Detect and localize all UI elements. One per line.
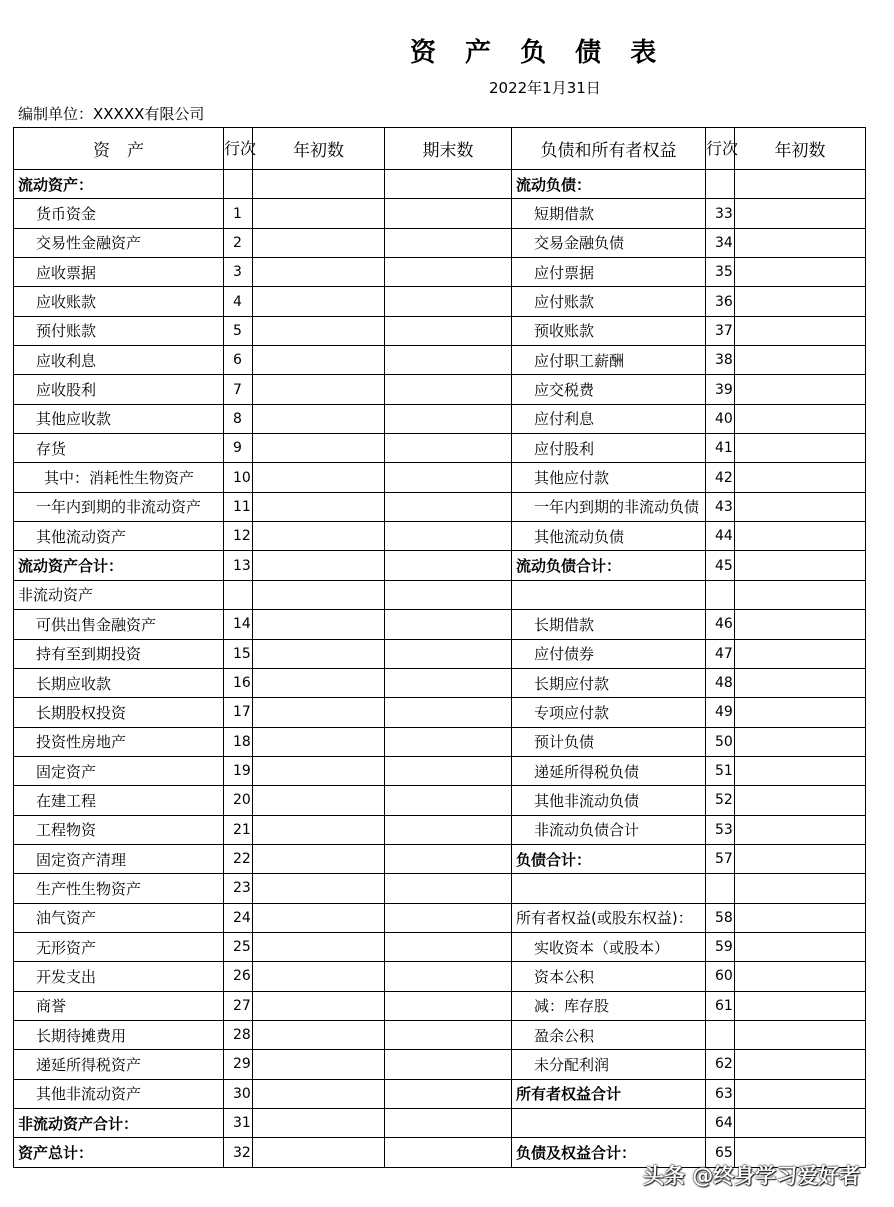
asset-name: 长期应收款 bbox=[14, 668, 224, 697]
liability-name: 所有者权益合计 bbox=[512, 1079, 706, 1108]
liability-begin-value[interactable] bbox=[735, 668, 866, 697]
asset-name: 在建工程 bbox=[14, 786, 224, 815]
liability-name: 负债及权益合计： bbox=[512, 1138, 706, 1167]
liability-line: 47 bbox=[706, 639, 735, 668]
asset-end-value[interactable] bbox=[385, 316, 512, 345]
asset-end-value[interactable] bbox=[385, 991, 512, 1020]
asset-name: 流动资产： bbox=[14, 170, 224, 199]
asset-name: 无形资产 bbox=[14, 932, 224, 961]
asset-begin-value[interactable] bbox=[253, 756, 385, 785]
asset-end-value[interactable] bbox=[385, 903, 512, 932]
liability-line: 62 bbox=[706, 1050, 735, 1079]
asset-begin-value[interactable] bbox=[253, 287, 385, 316]
asset-line: 15 bbox=[224, 639, 253, 668]
asset-line: 14 bbox=[224, 610, 253, 639]
asset-name: 长期股权投资 bbox=[14, 698, 224, 727]
table-row bbox=[14, 1050, 866, 1079]
table-row bbox=[14, 199, 866, 228]
asset-name: 持有至到期投资 bbox=[14, 639, 224, 668]
liability-line: 45 bbox=[706, 551, 735, 580]
asset-name: 非流动资产合计： bbox=[14, 1109, 224, 1138]
liability-begin-value[interactable] bbox=[735, 580, 866, 609]
liability-line: 46 bbox=[706, 610, 735, 639]
asset-end-value[interactable] bbox=[385, 727, 512, 756]
liability-name: 流动负债： bbox=[512, 170, 706, 199]
liability-line bbox=[706, 1020, 735, 1049]
liability-name: 资本公积 bbox=[512, 962, 706, 991]
asset-begin-value[interactable] bbox=[253, 815, 385, 844]
table-row bbox=[14, 551, 866, 580]
table-row bbox=[14, 434, 866, 463]
asset-line: 19 bbox=[224, 756, 253, 785]
balance-sheet-table bbox=[13, 127, 866, 1168]
asset-begin-value[interactable] bbox=[253, 1109, 385, 1138]
asset-name: 应收票据 bbox=[14, 258, 224, 287]
table-row bbox=[14, 815, 866, 844]
liability-name: 交易金融负债 bbox=[512, 228, 706, 257]
table-row bbox=[14, 404, 866, 433]
liability-begin-value[interactable] bbox=[735, 962, 866, 991]
liability-begin-value[interactable] bbox=[735, 874, 866, 903]
liability-begin-value[interactable] bbox=[735, 610, 866, 639]
asset-line bbox=[224, 170, 253, 199]
asset-end-value[interactable] bbox=[385, 932, 512, 961]
liability-name: 减：库存股 bbox=[512, 991, 706, 1020]
asset-line: 26 bbox=[224, 962, 253, 991]
liability-begin-value[interactable] bbox=[735, 991, 866, 1020]
table-row bbox=[14, 287, 866, 316]
liability-name: 预收账款 bbox=[512, 316, 706, 345]
liability-line: 61 bbox=[706, 991, 735, 1020]
liability-begin-value[interactable] bbox=[735, 346, 866, 375]
table-row bbox=[14, 346, 866, 375]
asset-name: 递延所得税资产 bbox=[14, 1050, 224, 1079]
table-row bbox=[14, 727, 866, 756]
asset-begin-value[interactable] bbox=[253, 316, 385, 345]
table-row bbox=[14, 962, 866, 991]
table-row bbox=[14, 903, 866, 932]
table-row bbox=[14, 1079, 866, 1108]
liability-name: 应付债券 bbox=[512, 639, 706, 668]
asset-begin-value[interactable] bbox=[253, 932, 385, 961]
header-row bbox=[14, 128, 866, 170]
liability-begin-value[interactable] bbox=[735, 1109, 866, 1138]
asset-name: 商誉 bbox=[14, 991, 224, 1020]
asset-name: 投资性房地产 bbox=[14, 727, 224, 756]
liability-name: 应付股利 bbox=[512, 434, 706, 463]
asset-line: 29 bbox=[224, 1050, 253, 1079]
liability-line: 42 bbox=[706, 463, 735, 492]
liability-line: 37 bbox=[706, 316, 735, 345]
asset-line: 3 bbox=[224, 258, 253, 287]
asset-begin-value[interactable] bbox=[253, 668, 385, 697]
liability-name: 所有者权益(或股东权益)： bbox=[512, 903, 706, 932]
asset-line: 4 bbox=[224, 287, 253, 316]
liability-begin-value[interactable] bbox=[735, 844, 866, 873]
asset-line: 32 bbox=[224, 1138, 253, 1167]
asset-name: 油气资产 bbox=[14, 903, 224, 932]
asset-end-value[interactable] bbox=[385, 199, 512, 228]
asset-begin-value[interactable] bbox=[253, 962, 385, 991]
table-row bbox=[14, 316, 866, 345]
asset-end-value[interactable] bbox=[385, 522, 512, 551]
asset-begin-value[interactable] bbox=[253, 404, 385, 433]
asset-name: 非流动资产 bbox=[14, 580, 224, 609]
asset-line bbox=[224, 580, 253, 609]
liability-name: 预计负债 bbox=[512, 727, 706, 756]
asset-begin-value[interactable] bbox=[253, 199, 385, 228]
liability-line: 36 bbox=[706, 287, 735, 316]
table-row bbox=[14, 874, 866, 903]
liability-line: 58 bbox=[706, 903, 735, 932]
asset-end-value[interactable] bbox=[385, 786, 512, 815]
liability-name: 应付职工薪酬 bbox=[512, 346, 706, 375]
liability-name: 递延所得税负债 bbox=[512, 756, 706, 785]
liability-begin-value[interactable] bbox=[735, 375, 866, 404]
header-line: 行次 bbox=[224, 128, 253, 170]
table-row bbox=[14, 698, 866, 727]
liability-line bbox=[706, 874, 735, 903]
watermark: 头条 @终身学习爱好者 bbox=[643, 1164, 861, 1188]
liability-line: 34 bbox=[706, 228, 735, 257]
table-row bbox=[14, 786, 866, 815]
liability-name: 非流动负债合计 bbox=[512, 815, 706, 844]
asset-begin-value[interactable] bbox=[253, 522, 385, 551]
asset-name: 预付账款 bbox=[14, 316, 224, 345]
asset-line: 27 bbox=[224, 991, 253, 1020]
asset-end-value[interactable] bbox=[385, 844, 512, 873]
header-liabilities: 负债和所有者权益 bbox=[512, 128, 706, 170]
asset-begin-value[interactable] bbox=[253, 698, 385, 727]
liability-begin-value[interactable] bbox=[735, 639, 866, 668]
table-row bbox=[14, 580, 866, 609]
asset-end-value[interactable] bbox=[385, 580, 512, 609]
header-begin-2: 年初数 bbox=[735, 128, 866, 170]
liability-line: 65 bbox=[706, 1138, 735, 1167]
asset-begin-value[interactable] bbox=[253, 903, 385, 932]
liability-name: 长期应付款 bbox=[512, 668, 706, 697]
table-row bbox=[14, 932, 866, 961]
asset-name: 应收账款 bbox=[14, 287, 224, 316]
asset-name: 工程物资 bbox=[14, 815, 224, 844]
asset-line: 5 bbox=[224, 316, 253, 345]
liability-begin-value[interactable] bbox=[735, 522, 866, 551]
asset-name: 长期待摊费用 bbox=[14, 1020, 224, 1049]
asset-end-value[interactable] bbox=[385, 962, 512, 991]
asset-begin-value[interactable] bbox=[253, 375, 385, 404]
asset-name: 固定资产 bbox=[14, 756, 224, 785]
asset-line: 22 bbox=[224, 844, 253, 873]
asset-line: 25 bbox=[224, 932, 253, 961]
asset-end-value[interactable] bbox=[385, 375, 512, 404]
asset-name: 开发支出 bbox=[14, 962, 224, 991]
asset-begin-value[interactable] bbox=[253, 610, 385, 639]
liability-begin-value[interactable] bbox=[735, 1020, 866, 1049]
asset-name: 应收利息 bbox=[14, 346, 224, 375]
asset-end-value[interactable] bbox=[385, 287, 512, 316]
liability-begin-value[interactable] bbox=[735, 404, 866, 433]
liability-name: 短期借款 bbox=[512, 199, 706, 228]
report-date: 2022年1月31日 bbox=[489, 79, 601, 97]
asset-line: 23 bbox=[224, 874, 253, 903]
asset-begin-value[interactable] bbox=[253, 580, 385, 609]
table-row bbox=[14, 668, 866, 697]
liability-line: 39 bbox=[706, 375, 735, 404]
table-row bbox=[14, 170, 866, 199]
asset-name: 其他非流动资产 bbox=[14, 1079, 224, 1108]
header-end: 期末数 bbox=[385, 128, 512, 170]
liability-line: 60 bbox=[706, 962, 735, 991]
table-row bbox=[14, 756, 866, 785]
liability-name: 盈余公积 bbox=[512, 1020, 706, 1049]
asset-begin-value[interactable] bbox=[253, 258, 385, 287]
asset-name: 固定资产清理 bbox=[14, 844, 224, 873]
header-line-2: 行次 bbox=[706, 128, 735, 170]
liability-name bbox=[512, 874, 706, 903]
asset-end-value[interactable] bbox=[385, 1138, 512, 1167]
liability-name: 实收资本（或股本） bbox=[512, 932, 706, 961]
asset-end-value[interactable] bbox=[385, 258, 512, 287]
asset-line: 17 bbox=[224, 698, 253, 727]
asset-line: 10 bbox=[224, 463, 253, 492]
liability-name: 应交税费 bbox=[512, 375, 706, 404]
liability-line: 52 bbox=[706, 786, 735, 815]
asset-line: 18 bbox=[224, 727, 253, 756]
asset-line: 8 bbox=[224, 404, 253, 433]
asset-begin-value[interactable] bbox=[253, 727, 385, 756]
asset-name: 其他流动资产 bbox=[14, 522, 224, 551]
liability-begin-value[interactable] bbox=[735, 287, 866, 316]
liability-name: 一年内到期的非流动负债 bbox=[512, 492, 706, 521]
asset-begin-value[interactable] bbox=[253, 639, 385, 668]
liability-name bbox=[512, 1109, 706, 1138]
asset-begin-value[interactable] bbox=[253, 346, 385, 375]
asset-end-value[interactable] bbox=[385, 228, 512, 257]
asset-end-value[interactable] bbox=[385, 1020, 512, 1049]
liability-line: 41 bbox=[706, 434, 735, 463]
liability-name: 长期借款 bbox=[512, 610, 706, 639]
liability-name: 未分配利润 bbox=[512, 1050, 706, 1079]
asset-end-value[interactable] bbox=[385, 404, 512, 433]
liability-begin-value[interactable] bbox=[735, 815, 866, 844]
table-row bbox=[14, 522, 866, 551]
liability-name: 应付票据 bbox=[512, 258, 706, 287]
liability-name: 负债合计： bbox=[512, 844, 706, 873]
asset-name: 可供出售金融资产 bbox=[14, 610, 224, 639]
asset-begin-value[interactable] bbox=[253, 844, 385, 873]
asset-line: 21 bbox=[224, 815, 253, 844]
asset-line: 31 bbox=[224, 1109, 253, 1138]
asset-begin-value[interactable] bbox=[253, 228, 385, 257]
liability-line: 57 bbox=[706, 844, 735, 873]
table-row bbox=[14, 991, 866, 1020]
asset-end-value[interactable] bbox=[385, 639, 512, 668]
liability-line: 40 bbox=[706, 404, 735, 433]
table-row bbox=[14, 492, 866, 521]
table-row bbox=[14, 610, 866, 639]
header-begin: 年初数 bbox=[253, 128, 385, 170]
asset-name: 资产总计： bbox=[14, 1138, 224, 1167]
liability-line bbox=[706, 580, 735, 609]
asset-name: 生产性生物资产 bbox=[14, 874, 224, 903]
asset-end-value[interactable] bbox=[385, 815, 512, 844]
asset-begin-value[interactable] bbox=[253, 1020, 385, 1049]
asset-end-value[interactable] bbox=[385, 551, 512, 580]
asset-line: 28 bbox=[224, 1020, 253, 1049]
asset-line: 11 bbox=[224, 492, 253, 521]
asset-name: 应收股利 bbox=[14, 375, 224, 404]
asset-line: 24 bbox=[224, 903, 253, 932]
asset-begin-value[interactable] bbox=[253, 551, 385, 580]
asset-line: 30 bbox=[224, 1079, 253, 1108]
asset-begin-value[interactable] bbox=[253, 434, 385, 463]
liability-name: 应付账款 bbox=[512, 287, 706, 316]
asset-end-value[interactable] bbox=[385, 610, 512, 639]
asset-begin-value[interactable] bbox=[253, 492, 385, 521]
liability-line: 50 bbox=[706, 727, 735, 756]
liability-begin-value[interactable] bbox=[735, 228, 866, 257]
asset-begin-value[interactable] bbox=[253, 1138, 385, 1167]
liability-begin-value[interactable] bbox=[735, 903, 866, 932]
liability-line bbox=[706, 170, 735, 199]
liability-begin-value[interactable] bbox=[735, 1079, 866, 1108]
asset-name: 交易性金融资产 bbox=[14, 228, 224, 257]
preparing-unit: 编制单位：XXXXX有限公司 bbox=[18, 105, 205, 123]
asset-end-value[interactable] bbox=[385, 1050, 512, 1079]
asset-line: 6 bbox=[224, 346, 253, 375]
liability-name: 流动负债合计： bbox=[512, 551, 706, 580]
asset-end-value[interactable] bbox=[385, 346, 512, 375]
table-row bbox=[14, 844, 866, 873]
liability-begin-value[interactable] bbox=[735, 1050, 866, 1079]
liability-begin-value[interactable] bbox=[735, 434, 866, 463]
table-row bbox=[14, 639, 866, 668]
asset-name: 其中：消耗性生物资产 bbox=[14, 463, 224, 492]
liability-name: 其他应付款 bbox=[512, 463, 706, 492]
asset-line: 16 bbox=[224, 668, 253, 697]
asset-name: 其他应收款 bbox=[14, 404, 224, 433]
asset-begin-value[interactable] bbox=[253, 874, 385, 903]
asset-line: 9 bbox=[224, 434, 253, 463]
asset-end-value[interactable] bbox=[385, 1109, 512, 1138]
liability-begin-value[interactable] bbox=[735, 199, 866, 228]
asset-end-value[interactable] bbox=[385, 1079, 512, 1108]
liability-begin-value[interactable] bbox=[735, 786, 866, 815]
asset-name: 货币资金 bbox=[14, 199, 224, 228]
liability-line: 48 bbox=[706, 668, 735, 697]
liability-name: 其他流动负债 bbox=[512, 522, 706, 551]
asset-line: 20 bbox=[224, 786, 253, 815]
liability-begin-value[interactable] bbox=[735, 170, 866, 199]
liability-line: 33 bbox=[706, 199, 735, 228]
liability-begin-value[interactable] bbox=[735, 756, 866, 785]
sheet-title: 资 产 负 债 表 bbox=[410, 38, 667, 68]
asset-line: 12 bbox=[224, 522, 253, 551]
asset-end-value[interactable] bbox=[385, 170, 512, 199]
liability-line: 51 bbox=[706, 756, 735, 785]
liability-begin-value[interactable] bbox=[735, 932, 866, 961]
liability-name bbox=[512, 580, 706, 609]
table-row bbox=[14, 228, 866, 257]
table-row bbox=[14, 375, 866, 404]
asset-end-value[interactable] bbox=[385, 668, 512, 697]
asset-name: 一年内到期的非流动资产 bbox=[14, 492, 224, 521]
liability-name: 专项应付款 bbox=[512, 698, 706, 727]
asset-begin-value[interactable] bbox=[253, 1050, 385, 1079]
asset-begin-value[interactable] bbox=[253, 170, 385, 199]
liability-begin-value[interactable] bbox=[735, 492, 866, 521]
liability-name: 其他非流动负债 bbox=[512, 786, 706, 815]
asset-line: 13 bbox=[224, 551, 253, 580]
asset-end-value[interactable] bbox=[385, 698, 512, 727]
liability-begin-value[interactable] bbox=[735, 463, 866, 492]
table-row bbox=[14, 258, 866, 287]
liability-line: 49 bbox=[706, 698, 735, 727]
liability-begin-value[interactable] bbox=[735, 258, 866, 287]
asset-begin-value[interactable] bbox=[253, 991, 385, 1020]
asset-end-value[interactable] bbox=[385, 756, 512, 785]
asset-end-value[interactable] bbox=[385, 463, 512, 492]
asset-line: 7 bbox=[224, 375, 253, 404]
asset-end-value[interactable] bbox=[385, 434, 512, 463]
liability-line: 53 bbox=[706, 815, 735, 844]
asset-name: 存货 bbox=[14, 434, 224, 463]
liability-line: 43 bbox=[706, 492, 735, 521]
asset-begin-value[interactable] bbox=[253, 1079, 385, 1108]
asset-end-value[interactable] bbox=[385, 492, 512, 521]
asset-name: 流动资产合计： bbox=[14, 551, 224, 580]
asset-begin-value[interactable] bbox=[253, 786, 385, 815]
liability-line: 63 bbox=[706, 1079, 735, 1108]
liability-line: 35 bbox=[706, 258, 735, 287]
liability-begin-value[interactable] bbox=[735, 316, 866, 345]
asset-end-value[interactable] bbox=[385, 874, 512, 903]
header-assets: 资 产 bbox=[14, 128, 224, 170]
liability-line: 38 bbox=[706, 346, 735, 375]
table-row bbox=[14, 1109, 866, 1138]
liability-begin-value[interactable] bbox=[735, 551, 866, 580]
liability-line: 44 bbox=[706, 522, 735, 551]
liability-line: 59 bbox=[706, 932, 735, 961]
table-row bbox=[14, 1020, 866, 1049]
asset-line: 1 bbox=[224, 199, 253, 228]
liability-begin-value[interactable] bbox=[735, 727, 866, 756]
table-row bbox=[14, 463, 866, 492]
liability-name: 应付利息 bbox=[512, 404, 706, 433]
asset-line: 2 bbox=[224, 228, 253, 257]
asset-begin-value[interactable] bbox=[253, 463, 385, 492]
liability-begin-value[interactable] bbox=[735, 698, 866, 727]
liability-line: 64 bbox=[706, 1109, 735, 1138]
